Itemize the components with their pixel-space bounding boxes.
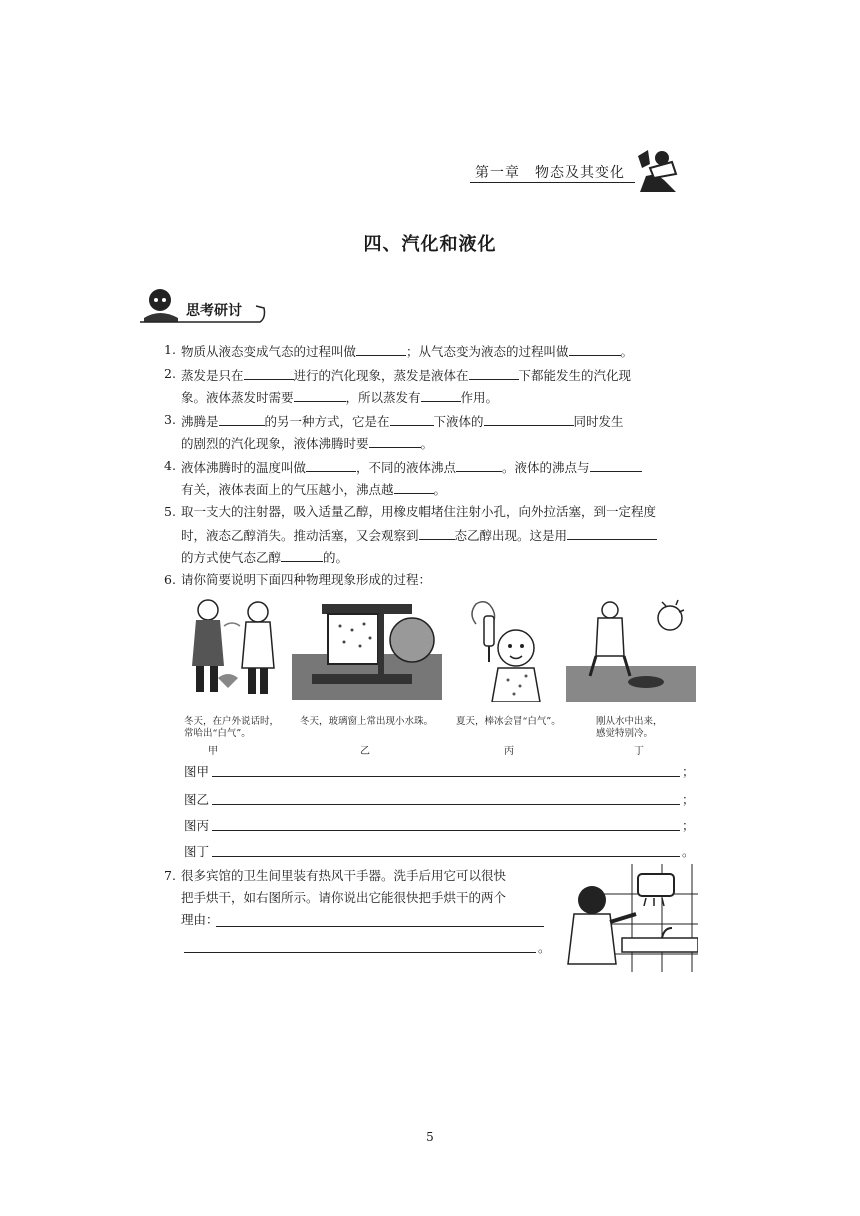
q3-blank-1[interactable]	[219, 412, 265, 426]
answer-label-1: 图甲	[184, 764, 210, 779]
answer-line-3[interactable]	[212, 830, 680, 831]
q2-blank-1[interactable]	[244, 366, 294, 380]
caption-2-line-1: 冬天，玻璃窗上常出现小水珠。	[300, 716, 434, 727]
q7-number: 7.	[164, 868, 176, 883]
q5-text-e: 的。	[323, 550, 349, 565]
question-5-line-1: 取一支大的注射器，吸入适量乙醇，用橡皮帽堵住注射小孔，向外拉活塞，到一定程度	[181, 504, 657, 519]
question-3-line-1	[181, 412, 624, 430]
q3-blank-4[interactable]	[369, 434, 421, 448]
q2-blank-4[interactable]	[421, 388, 461, 402]
q2-text-a: 蒸发是只在	[181, 368, 244, 383]
picture-caption-3	[456, 716, 561, 728]
q3-text-a: 沸腾是	[181, 414, 219, 429]
q2-blank-3[interactable]	[294, 388, 346, 402]
answer-end-2: ；	[682, 792, 695, 807]
question-4-line-2	[181, 480, 446, 498]
answer-line-1[interactable]	[212, 776, 680, 777]
q2-blank-2[interactable]	[469, 366, 519, 380]
question-7-line-3	[181, 912, 219, 928]
page-number: 5	[426, 1130, 434, 1144]
q7-answer-line-2[interactable]	[184, 952, 536, 953]
q1-number: 1.	[164, 342, 176, 357]
answer-end-1: ；	[682, 764, 695, 779]
q5-blank-1[interactable]	[419, 526, 455, 540]
q5-number: 5.	[164, 504, 176, 519]
q4-text-a: 液体沸腾时的温度叫做	[181, 460, 307, 475]
question-5-line-3	[181, 548, 348, 566]
q4-text-b: ，不同的液体沸点	[356, 460, 457, 475]
q3-text-b: 的另一种方式，它是在	[264, 414, 390, 429]
q1-text-a: 物质从液态变成气态的过程叫做	[181, 344, 357, 359]
q2-number: 2.	[164, 366, 176, 381]
picture-label-4: 丁	[634, 746, 644, 757]
caption-4-line-1: 刚从水中出来，	[596, 716, 663, 727]
caption-1-line-2: 常哈出“白气”。	[184, 728, 251, 739]
caption-4-line-2: 感觉特别冷。	[596, 728, 654, 739]
q1-blank-2[interactable]	[569, 342, 621, 356]
section-title: 四、汽化和液化	[363, 234, 497, 255]
q1-text-c: 。	[620, 344, 634, 359]
q4-number: 4.	[164, 458, 176, 473]
picture-caption-4	[596, 716, 663, 740]
picture-label-3: 丙	[504, 746, 514, 757]
caption-3-line-1: 夏天，棒冰会冒“白气”。	[456, 716, 561, 727]
question-2-line-2	[181, 388, 498, 406]
chapter-title: 第一章 物态及其变化	[475, 165, 625, 181]
q5-text-b: 时，液态乙醇消失。推动活塞，又会观察到	[181, 528, 419, 543]
hand-dryer-picture	[562, 864, 698, 972]
window-water-drops-picture	[292, 600, 442, 700]
picture-caption-2	[300, 716, 433, 728]
question-7-line-1: 很多宾馆的卫生间里装有热风干手器。洗手后用它可以很快	[181, 868, 507, 883]
question-1	[181, 342, 633, 360]
q4-text-d: 有关，液体表面上的气压越小，沸点越	[181, 482, 394, 497]
q7-answer-line-1[interactable]	[216, 926, 544, 927]
popsicle-steam-picture	[456, 598, 552, 702]
winter-talking-picture	[178, 596, 284, 700]
answer-label-3: 图丙	[184, 818, 210, 833]
q1-blank-1[interactable]	[356, 342, 406, 356]
q7-answer-end: 。	[538, 940, 551, 955]
question-3-line-2	[181, 434, 433, 452]
q4-text-e: 。	[433, 482, 447, 497]
question-5-line-2	[181, 526, 657, 544]
picture-label-1: 甲	[208, 746, 218, 757]
question-2-line-1	[181, 366, 631, 384]
answer-line-2[interactable]	[212, 804, 680, 805]
header-underline	[470, 182, 635, 183]
answer-end-3: ；	[682, 818, 695, 833]
chapter-header	[470, 146, 700, 196]
q5-blank-3[interactable]	[281, 548, 323, 562]
q3-blank-3[interactable]	[484, 412, 574, 426]
question-6-text: 请你简要说明下面四种物理现象形成的过程：	[181, 572, 432, 587]
caption-1-line-1: 冬天，在户外说话时，	[184, 716, 280, 727]
q5-blank-2[interactable]	[567, 526, 657, 540]
q2-text-e: ，所以蒸发有	[345, 390, 421, 405]
q2-text-c: 下都能发生的汽化现	[518, 368, 632, 383]
q3-text-c: 下液体的	[433, 414, 484, 429]
q2-text-b: 进行的汽化现象，蒸发是液体在	[293, 368, 469, 383]
think-label-text: 思考研讨	[186, 303, 242, 319]
answer-label-2: 图乙	[184, 792, 210, 807]
q4-blank-3[interactable]	[590, 458, 642, 472]
question-4-line-1	[181, 458, 642, 476]
picture-caption-1	[184, 716, 279, 740]
reading-figure-icon	[636, 146, 680, 194]
q3-blank-2[interactable]	[390, 412, 434, 426]
q4-blank-4[interactable]	[394, 480, 434, 494]
q2-text-d: 象。液体蒸发时需要	[181, 390, 294, 405]
question-7-line-2: 把手烘干，如右图所示。请你说出它能很快把手烘干的两个	[181, 890, 507, 905]
answer-label-4: 图丁	[184, 844, 210, 859]
q3-text-e: 的剧烈的汽化现象，液体沸腾时要	[181, 436, 369, 451]
think-discuss-label	[138, 284, 268, 324]
q3-number: 3.	[164, 412, 176, 427]
out-of-water-cold-picture	[566, 596, 696, 702]
q6-number: 6.	[164, 572, 176, 587]
q4-text-c: 。液体的沸点与	[502, 460, 590, 475]
picture-label-2: 乙	[360, 746, 370, 757]
q4-blank-1[interactable]	[306, 458, 356, 472]
q5-text-d: 的方式使气态乙醇	[181, 550, 282, 565]
answer-end-4: 。	[682, 844, 695, 859]
q5-text-c: 态乙醇出现。这是用	[454, 528, 568, 543]
q3-text-f: 。	[420, 436, 434, 451]
q7-text-c: 理由：	[181, 912, 219, 927]
q4-blank-2[interactable]	[456, 458, 502, 472]
q3-text-d: 同时发生	[573, 414, 624, 429]
answer-line-4[interactable]	[212, 856, 680, 857]
q2-text-f: 作用。	[460, 390, 499, 405]
q1-text-b: ；从气态变为液态的过程叫做	[406, 344, 569, 359]
